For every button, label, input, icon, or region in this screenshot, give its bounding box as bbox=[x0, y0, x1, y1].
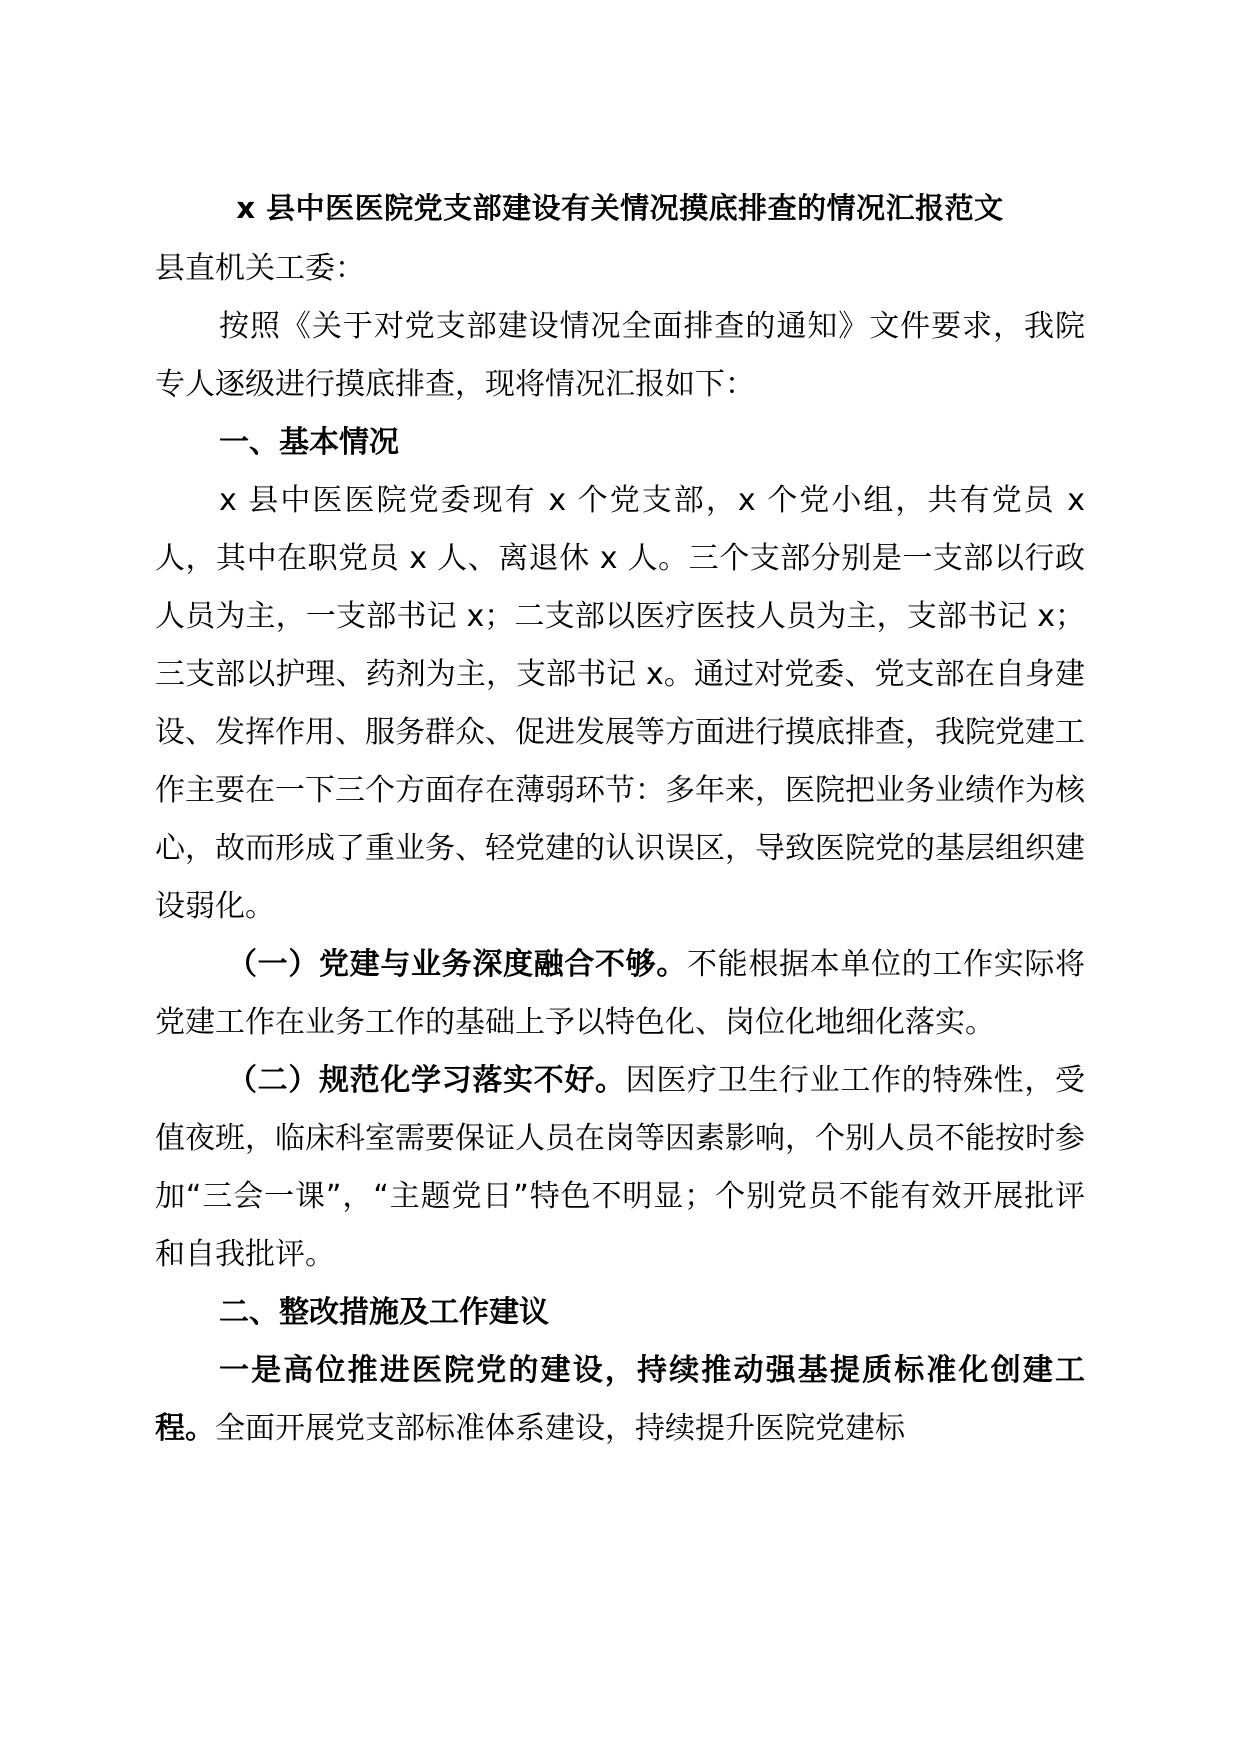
section-1-item-1-heading: （一）党建与业务深度融合不够。 bbox=[227, 947, 687, 982]
section-1-heading: 一、基本情况 bbox=[219, 425, 399, 460]
section-1-item-2-heading: （二）规范化学习落实不好。 bbox=[227, 1063, 626, 1098]
section-2-item-1-body: 全面开展党支部标准体系建设，持续提升医院党建标 bbox=[215, 1411, 905, 1446]
addressee: 县直机关工委： bbox=[155, 251, 365, 286]
section-1-body: x 县中医医院党委现有 x 个党支部，x 个党小组，共有党员 x 人，其中在职党员 x 人、离退休 x 人。三个支部分别是一支部以行政人员为主，一支部书记 x；二支部以医疗医技人员为主，支部书记 x；三支部以护理、药剂为主，支部书记 x。通过对党委、党支部在自身建设、发挥作用、服务群众、促进发展等方面进行摸底排查，我院党建工作主要在一下三个方面存在薄弱环节：多年来，医院把业务业绩作为核心，故而形成了重业务、轻党建的认识误区，导致医院党的基层组织建设弱化。 bbox=[155, 483, 1085, 924]
section-2-item-1-heading: 一是高位推进医院党的建设，持续推动强基提质标准化创建工程。 bbox=[155, 1353, 1085, 1446]
section-1-item-1 bbox=[155, 936, 1085, 1052]
document-page bbox=[155, 188, 1085, 1458]
section-1-item-1-body: 不能根据本单位的工作实际将党建工作在业务工作的基础上予以特色化、岗位化地细化落实。 bbox=[155, 947, 1085, 1040]
intro-paragraph: 按照《关于对党支部建设情况全面排查的通知》文件要求，我院专人逐级进行摸底排查，现将情况汇报如下： bbox=[155, 309, 1085, 402]
section-2-heading: 二、整改措施及工作建议 bbox=[219, 1295, 549, 1330]
section-2-item-1 bbox=[155, 1342, 1085, 1458]
section-1-item-2 bbox=[155, 1052, 1085, 1284]
section-1-item-2-body: 因医疗卫生行业工作的特殊性，受值夜班，临床科室需要保证人员在岗等因素影响，个别人员不能按时参加“三会一课”，“主题党日”特色不明显；个别党员不能有效开展批评和自我批评。 bbox=[155, 1063, 1086, 1272]
document-title: x 县中医医院党支部建设有关情况摸底排查的情况汇报范文 bbox=[236, 191, 1004, 225]
